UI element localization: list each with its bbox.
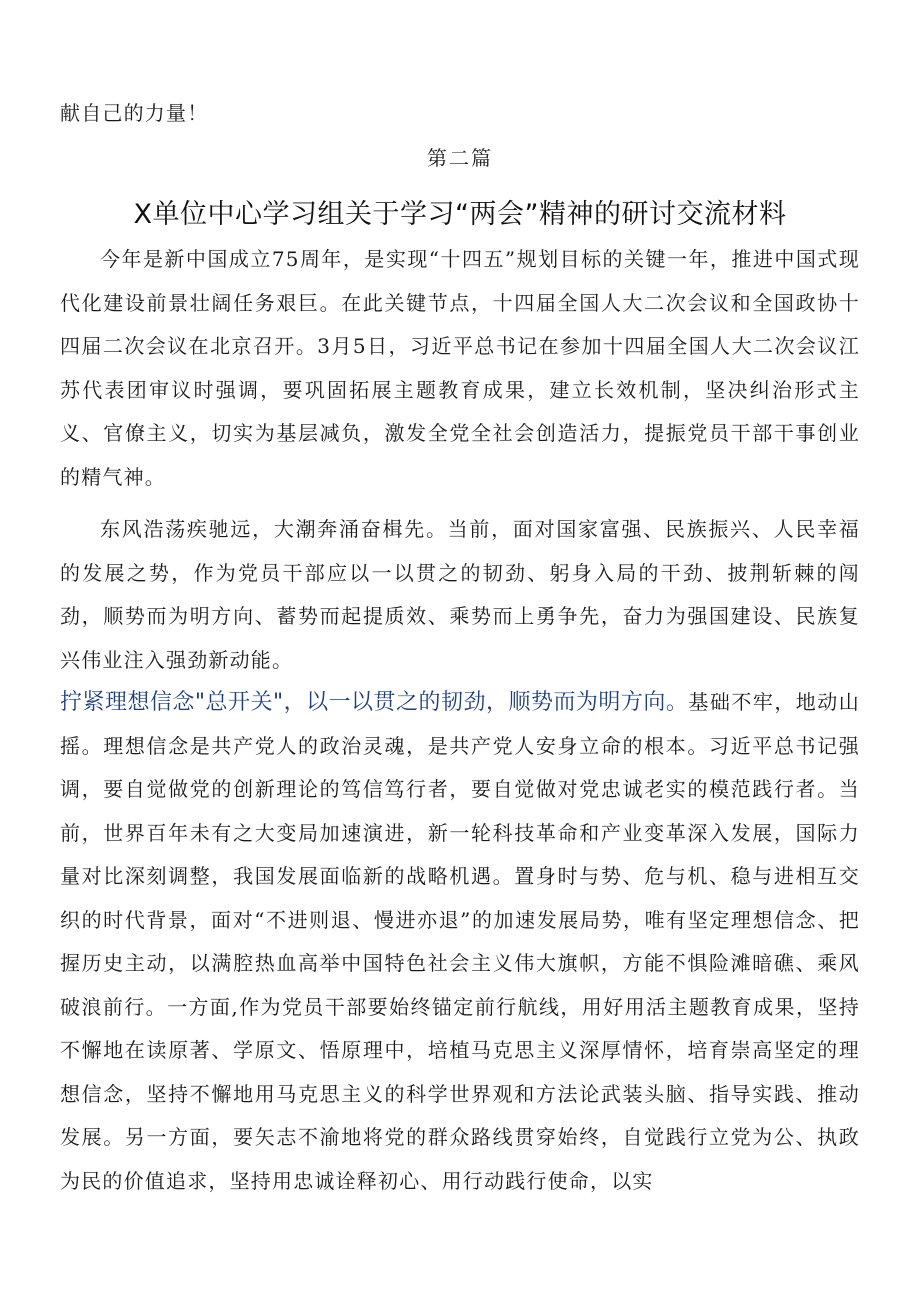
paragraph-intro: 今年是新中国成立75周年，是实现“十四五”规划目标的关键一年，推进中国式现代化建设前景壮阔任务艰巨。在此关键节点，十四届全国人大二次会议和全国政协十四届二次会议在北京召开。3月5日，习近平总书记在参加十四届全国人大二次会议江苏代表团审议时强调，要巩固拓展主题教育成果，建立长效机制，坚决纠治形式主义、官僚主义，切实为基层减负，激发全党全社会创造活力，提振党员干部干事创业的精气神。 bbox=[60, 247, 860, 489]
section-label: 第二篇 bbox=[427, 146, 493, 170]
paragraph-context: 东风浩荡疾驰远，大潮奔涌奋楫先。当前，面对国家富强、民族振兴、人民幸福的发展之势，作为党员干部应以一以贯之的韧劲、躬身入局的干劲、披荆斩棘的闯劲，顺势而为明方向、蓄势而起提质效、乘势而上勇争先，奋力为强国建设、民族复兴伟业注入强劲新动能。 bbox=[60, 517, 860, 672]
paragraph-section-one bbox=[60, 681, 860, 1203]
section-heading-run: 拧紧理想信念"总开关"，以一以贯之的韧劲，顺势而为明方向。 bbox=[60, 690, 689, 715]
section-body-text: 基础不牢，地动山摇。理想信念是共产党人的政治灵魂，是共产党人安身立命的根本。习近平总书记强调，要自觉做党的创新理论的笃信笃行者，要自觉做对党忠诚老实的模范践行者。当前，世界百年未有之大变局加速演进，新一轮科技革命和产业变革深入发展，国际力量对比深刻调整，我国发展面临新的战略机遇。置身时与势、危与机、稳与进相互交织的时代背景，面对“不进则退、慢进亦退”的加速发展局势，唯有坚定理想信念、把握历史主动，以满腔热血高举中国特色社会主义伟大旗帜，方能不惧险滩暗礁、乘风破浪前行。一方面,作为党员干部要始终锚定前行航线，用好用活主题教育成果，坚持不懈地在读原著、学原文、悟原理中，培植马克思主义深厚情怀，培育崇高坚定的理想信念，坚持不懈地用马克思主义的科学世界观和方法论武装头脑、指导实践、推动发展。另一方面，要矢志不渝地将党的群众路线贯穿始终，自觉践行立党为公、执政为民的价值追求，坚持用忠诚诠释初心、用行动践行使命，以实 bbox=[60, 690, 860, 1193]
carry-over-line: 献自己的力量！ bbox=[60, 101, 209, 125]
document-title: X单位中心学习组关于学习“两会”精神的研讨交流材料 bbox=[133, 199, 787, 230]
